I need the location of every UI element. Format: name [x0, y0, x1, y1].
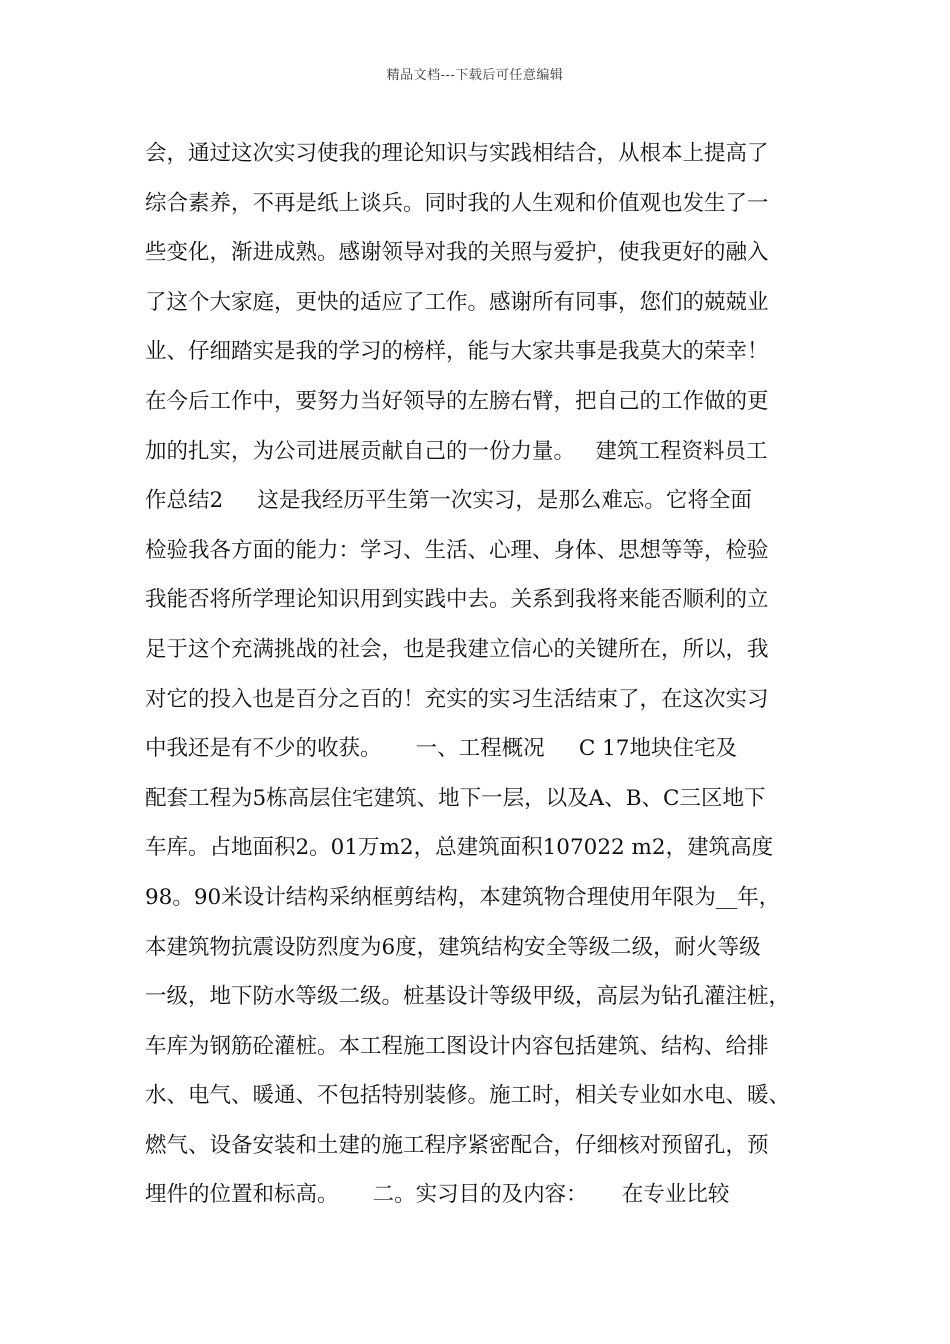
- page-header: 精品文档---下载后可任意编辑: [386, 68, 564, 83]
- text-line: 一级，地下防水等级二级。桩基设计等级甲级，高层为钻孔灌注桩，: [145, 984, 791, 1010]
- text-line: 业、仔细踏实是我的学习的榜样，能与大家共事是我莫大的荣幸！: [145, 339, 769, 365]
- text-line: 车库。占地面积2。01万m2，总建筑面积107022 m2，建筑高度: [145, 835, 774, 861]
- text-line: 中我还是有不少的收获。 一、工程概况 C 17地块住宅及: [145, 736, 737, 762]
- text-line: 检验我各方面的能力：学习、生活、心理、身体、思想等等，检验: [145, 537, 769, 563]
- text-line: 些变化，渐进成熟。感谢领导对我的关照与爱护，使我更好的融入: [145, 240, 769, 266]
- text-line: 98。90米设计结构采纳框剪结构，本建筑物合理使用年限为__年，: [145, 884, 781, 910]
- text-line: 车库为钢筋砼灌桩。本工程施工图设计内容包括建筑、结构、给排: [145, 1033, 769, 1059]
- text-line: 燃气、设备安装和土建的施工程序紧密配合，仔细核对预留孔，预: [145, 1132, 769, 1158]
- text-line: 足于这个充满挑战的社会，也是我建立信心的关键所在，所以，我: [145, 636, 769, 662]
- text-line: 在今后工作中，要努力当好领导的左膀右臂，把自己的工作做的更: [145, 388, 769, 414]
- text-line: 埋件的位置和标高。 二。实习目的及内容： 在专业比较: [145, 1182, 730, 1208]
- text-line: 作总结2 这是我经历平生第一次实习，是那么难忘。它将全面: [145, 488, 752, 514]
- text-line: 本建筑物抗震设防烈度为6度，建筑结构安全等级二级，耐火等级: [145, 934, 761, 960]
- text-line: 配套工程为5栋高层住宅建筑、地下一层，以及A、B、C三区地下: [145, 785, 766, 811]
- text-line: 综合素养，不再是纸上谈兵。同时我的人生观和价值观也发生了一: [145, 190, 769, 216]
- document-body: [145, 129, 835, 1220]
- text-line: 加的扎实，为公司进展贡献自己的一份力量。 建筑工程资料员工: [145, 438, 768, 464]
- text-line: 对它的投入也是百分之百的！充实的实习生活结束了，在这次实习: [145, 686, 769, 712]
- text-line: 水、电气、暖通、不包括特别装修。施工时，相关专业如水电、暖、: [145, 1083, 791, 1109]
- text-line: 我能否将所学理论知识用到实践中去。关系到我将来能否顺利的立: [145, 587, 769, 613]
- text-line: 会，通过这次实习使我的理论知识与实践相结合，从根本上提高了: [145, 141, 769, 166]
- text-line: 了这个大家庭，更快的适应了工作。感谢所有同事，您们的兢兢业: [145, 289, 769, 315]
